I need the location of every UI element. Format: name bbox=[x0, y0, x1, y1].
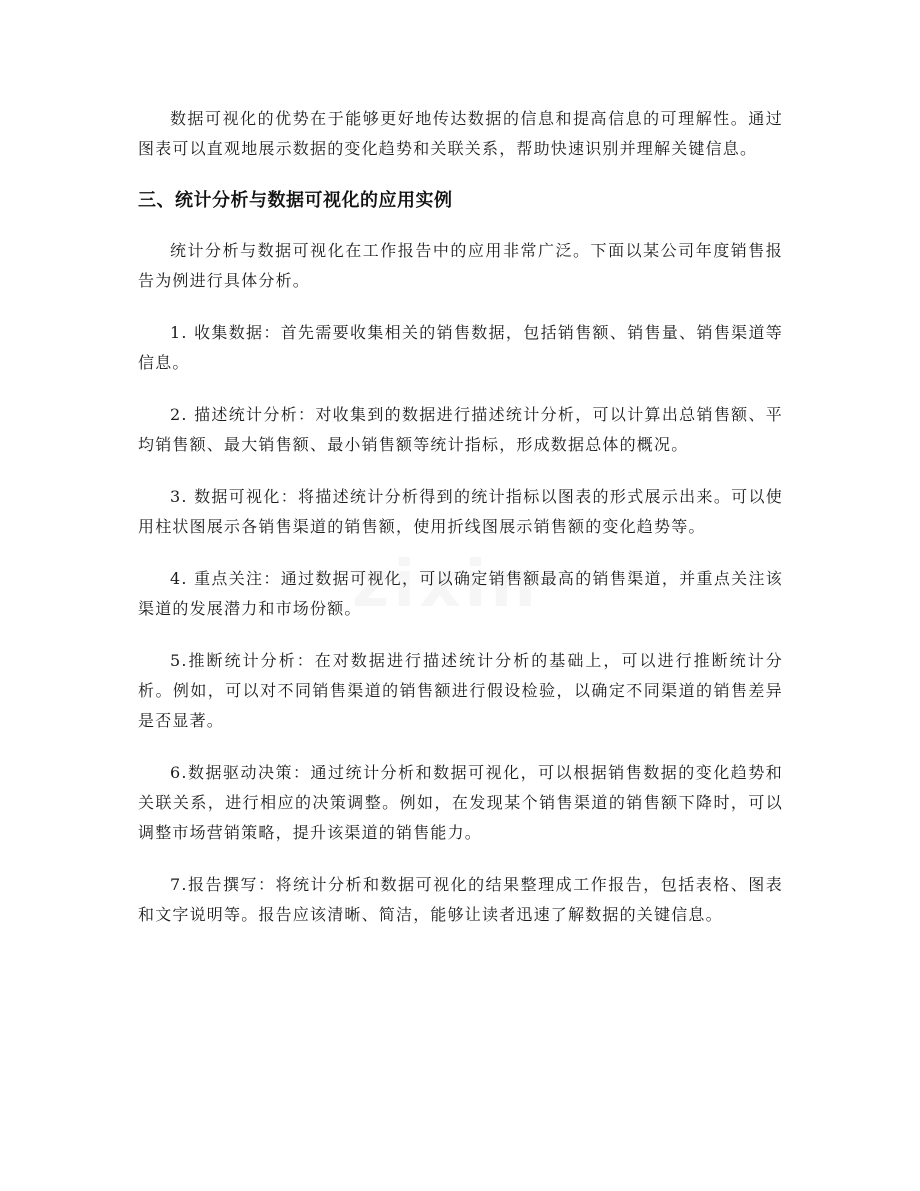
intro-paragraph: 数据可视化的优势在于能够更好地传达数据的信息和提高信息的可理解性。通过图表可以直观地展示数据的变化趋势和关联关系，帮助快速识别并理解关键信息。 bbox=[138, 109, 783, 158]
list-item-visualization: 3. 数据可视化：将描述统计分析得到的统计指标以图表的形式展示出来。可以使用柱状图展示各销售渠道的销售额，使用折线图展示销售额的变化趋势等。 bbox=[138, 487, 783, 536]
list-item-collect-data: 1. 收集数据：首先需要收集相关的销售数据，包括销售额、销售量、销售渠道等信息。 bbox=[138, 323, 783, 372]
list-item-inferential-stats: 5.推断统计分析：在对数据进行描述统计分析的基础上，可以进行推断统计分析。例如，可以对不同销售渠道的销售额进行假设检验，以确定不同渠道的销售差异是否显著。 bbox=[138, 651, 783, 730]
section-heading: 三、统计分析与数据可视化的应用实例 bbox=[138, 190, 453, 211]
document-page bbox=[138, 104, 783, 952]
list-item-data-driven-decision: 6.数据驱动决策：通过统计分析和数据可视化，可以根据销售数据的变化趋势和关联关系，进行相应的决策调整。例如，在发现某个销售渠道的销售额下降时，可以调整市场营销策略，提升该渠道的销售能力。 bbox=[138, 763, 783, 842]
section-intro-paragraph: 统计分析与数据可视化在工作报告中的应用非常广泛。下面以某公司年度销售报告为例进行具体分析。 bbox=[138, 241, 783, 290]
list-item-descriptive-stats: 2. 描述统计分析：对收集到的数据进行描述统计分析，可以计算出总销售额、平均销售额、最大销售额、最小销售额等统计指标，形成数据总体的概况。 bbox=[138, 405, 783, 454]
list-item-report-writing: 7.报告撰写：将统计分析和数据可视化的结果整理成工作报告，包括表格、图表和文字说明等。报告应该清晰、简洁，能够让读者迅速了解数据的关键信息。 bbox=[138, 875, 783, 924]
list-item-focus: 4. 重点关注：通过数据可视化，可以确定销售额最高的销售渠道，并重点关注该渠道的发展潜力和市场份额。 bbox=[138, 569, 783, 618]
